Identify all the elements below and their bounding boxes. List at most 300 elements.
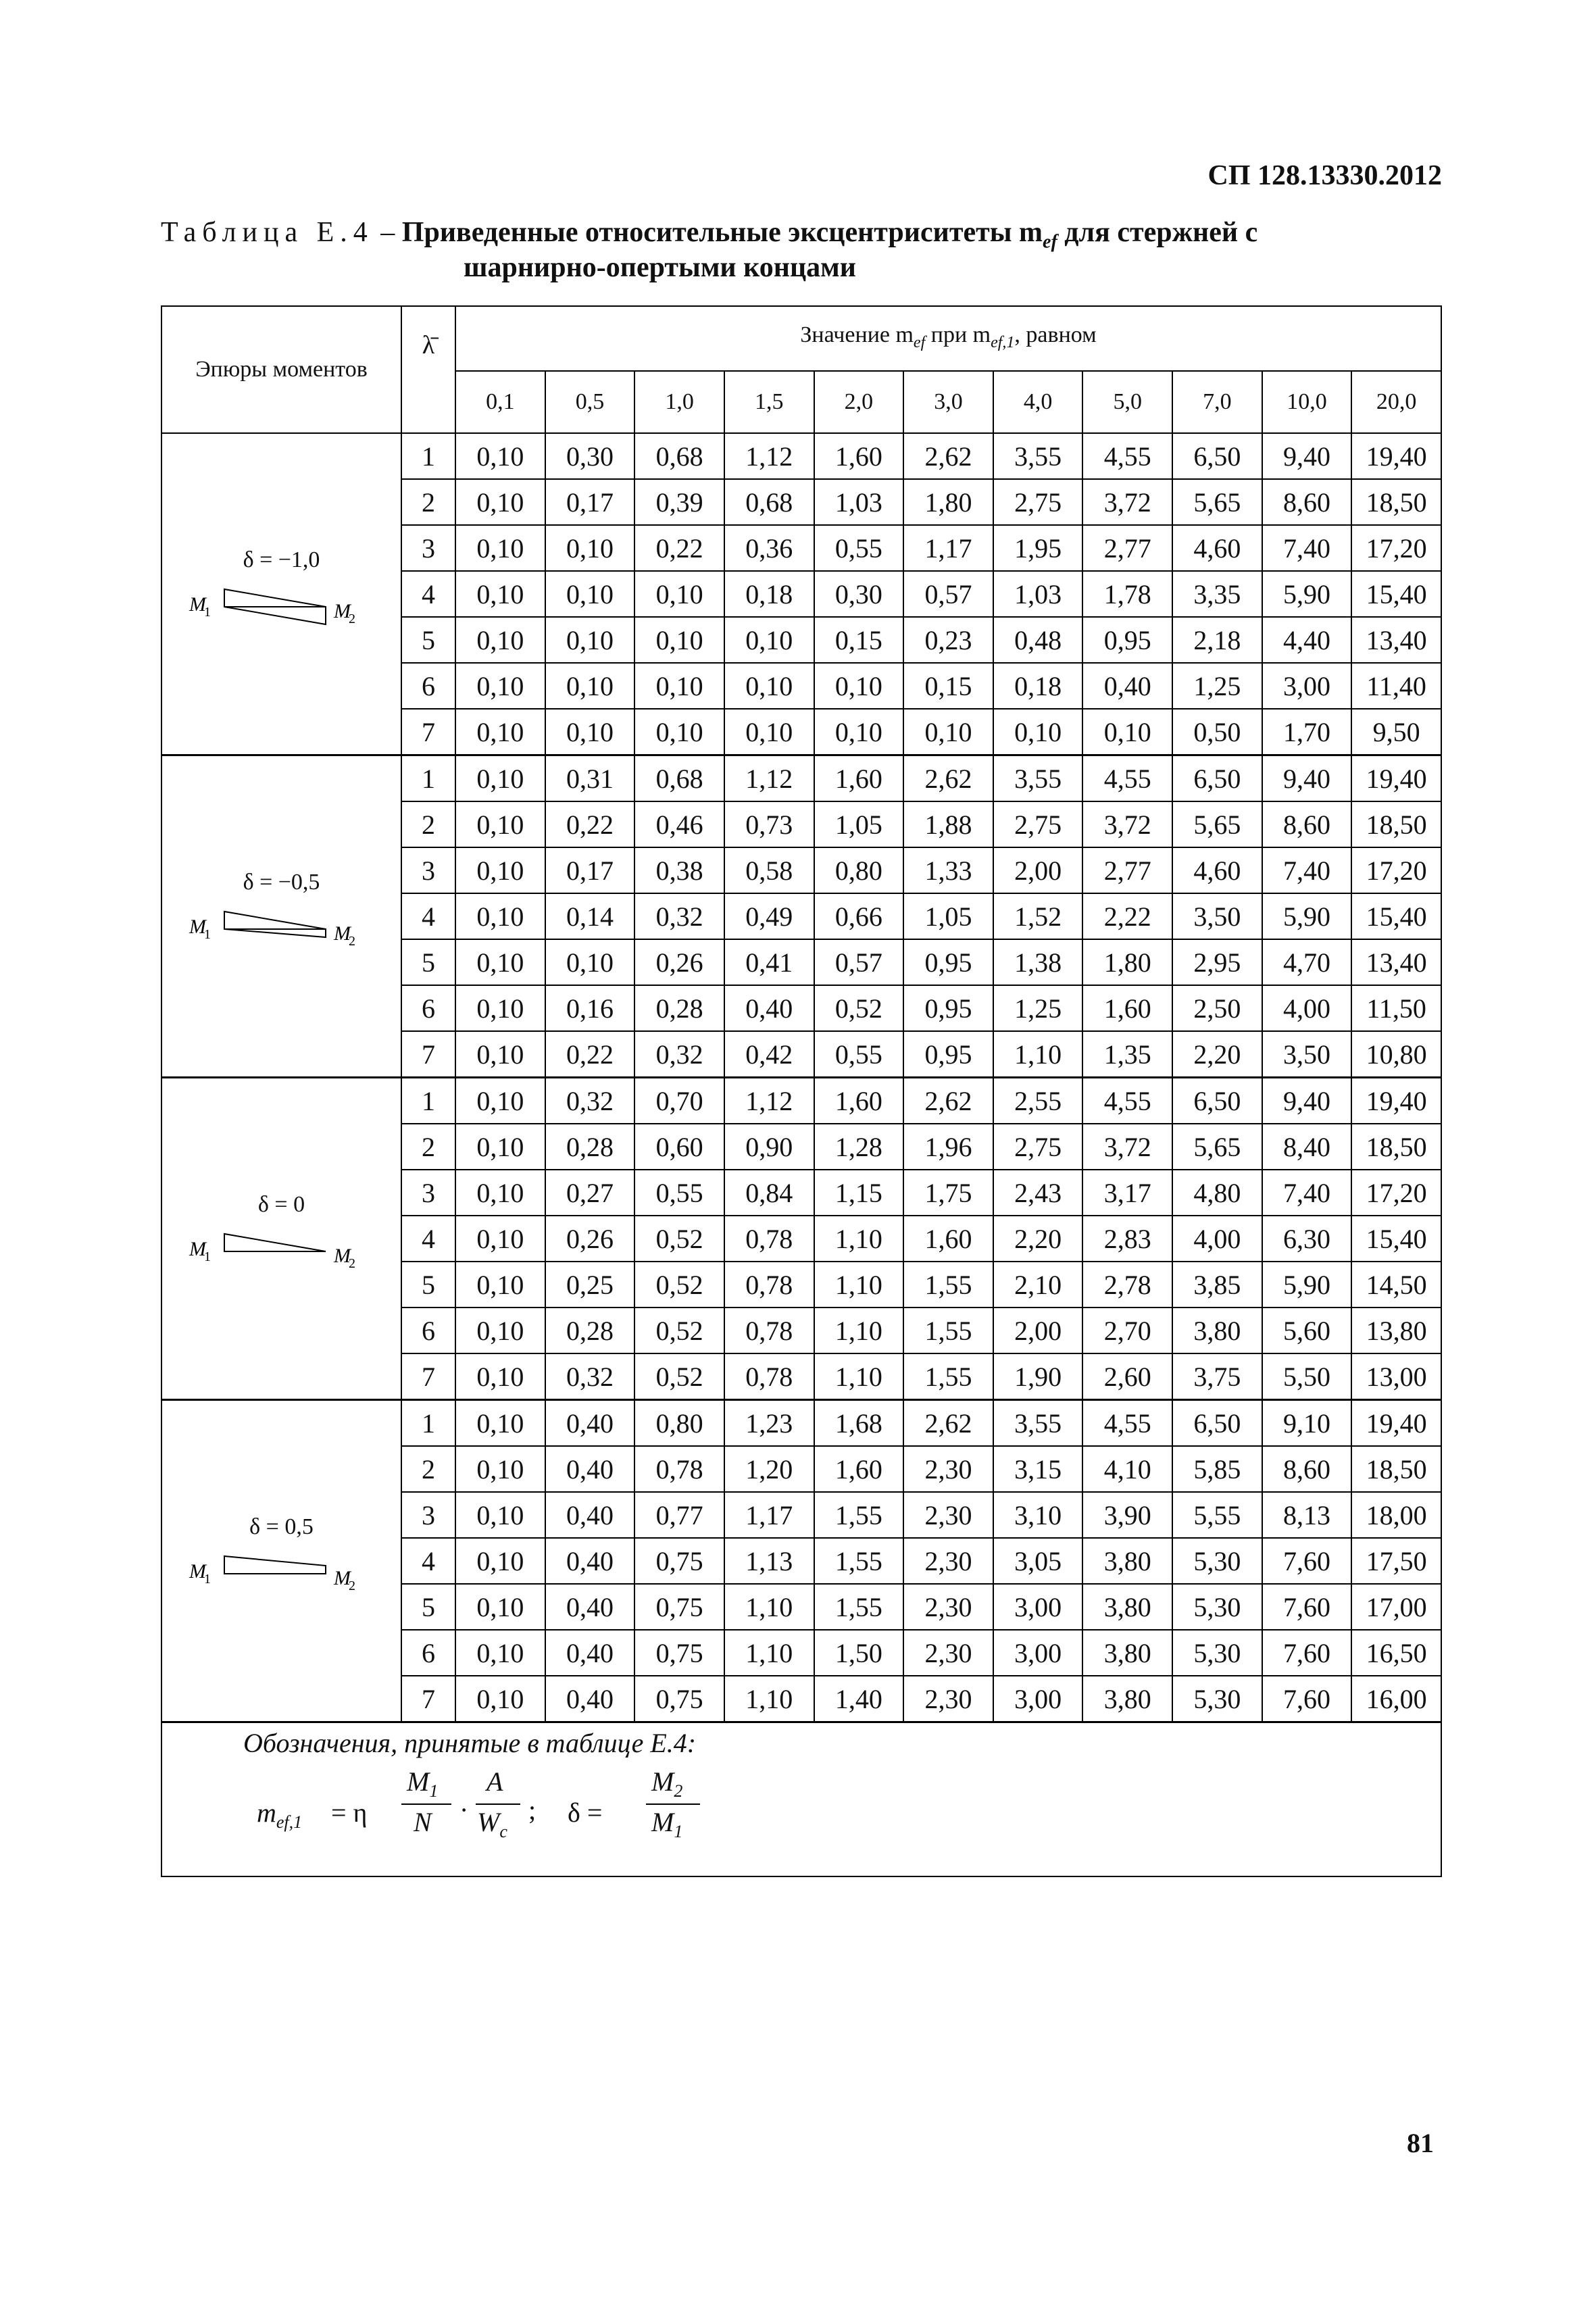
caption-title-line1 (401, 217, 1258, 253)
value-cell: 1,33 (903, 847, 993, 893)
value-cell: 2,22 (1082, 893, 1172, 939)
value-cell: 3,55 (993, 1400, 1083, 1447)
value-cell: 19,40 (1351, 755, 1441, 802)
table-row (161, 1400, 1441, 1447)
value-cell: 4,60 (1172, 847, 1262, 893)
header-values (455, 306, 1441, 371)
lambda-cell: 4 (401, 571, 455, 617)
value-cell: 0,55 (814, 525, 904, 571)
value-cell: 3,80 (1172, 1308, 1262, 1353)
value-cell: 3,17 (1082, 1170, 1172, 1216)
value-cell: 0,10 (455, 1492, 545, 1538)
header-values-text: Значение m (800, 322, 914, 347)
formula-sep: ; (528, 1795, 537, 1825)
value-cell: 7,60 (1262, 1676, 1352, 1722)
lambda-cell: 4 (401, 1538, 455, 1584)
value-cell: 0,10 (724, 709, 814, 755)
value-cell: 0,40 (545, 1630, 635, 1676)
value-cell: 5,30 (1172, 1584, 1262, 1630)
value-cell: 0,60 (634, 1124, 724, 1170)
lambda-cell: 2 (401, 479, 455, 525)
value-cell: 2,00 (993, 1308, 1083, 1353)
value-cell: 0,10 (455, 1216, 545, 1262)
value-cell: 0,17 (545, 479, 635, 525)
value-cell: 1,05 (903, 893, 993, 939)
caption-title-sub: ef (1043, 231, 1057, 253)
value-cell: 0,95 (903, 1031, 993, 1078)
caption-title-end: для стержней с (1064, 217, 1258, 248)
table-row (161, 755, 1441, 802)
value-cell: 2,78 (1082, 1262, 1172, 1308)
value-cell: 2,83 (1082, 1216, 1172, 1262)
m2-sub: 2 (348, 1256, 355, 1271)
moment-diagram-icon (184, 573, 380, 641)
value-cell: 2,77 (1082, 847, 1172, 893)
value-cell: 3,75 (1172, 1353, 1262, 1400)
value-cell: 0,55 (814, 1031, 904, 1078)
value-cell: 0,40 (545, 1538, 635, 1584)
value-cell: 0,58 (724, 847, 814, 893)
value-cell: 0,31 (545, 755, 635, 802)
m1-sub: 1 (203, 605, 211, 620)
value-cell: 1,10 (814, 1262, 904, 1308)
value-cell: 0,10 (455, 1170, 545, 1216)
delta-label: δ = 0 (257, 1192, 305, 1217)
m2-label: M (333, 1245, 351, 1267)
caption-title-text: Приведенные относительные эксцентриситеты m (401, 217, 1043, 248)
value-cell: 2,20 (1172, 1031, 1262, 1078)
table-row (161, 1078, 1441, 1124)
value-cell: 0,10 (455, 847, 545, 893)
value-cell: 4,55 (1082, 1400, 1172, 1447)
value-cell: 5,65 (1172, 1124, 1262, 1170)
formula-delta: δ = (568, 1797, 603, 1828)
value-cell: 14,50 (1351, 1262, 1441, 1308)
value-cell: 0,15 (814, 617, 904, 663)
value-cell: 1,12 (724, 1078, 814, 1124)
value-cell: 0,22 (634, 525, 724, 571)
value-cell: 0,30 (814, 571, 904, 617)
value-cell: 0,26 (634, 939, 724, 985)
formula-m-sub: ef,1 (276, 1812, 303, 1832)
value-cell: 0,10 (455, 1031, 545, 1078)
moment-diagram-icon (184, 1540, 380, 1608)
value-cell: 1,96 (903, 1124, 993, 1170)
eccentricity-table (161, 305, 1442, 1877)
value-cell: 13,40 (1351, 939, 1441, 985)
value-cell: 1,15 (814, 1170, 904, 1216)
value-cell: 4,55 (1082, 1078, 1172, 1124)
value-cell: 0,10 (455, 1584, 545, 1630)
value-cell: 0,38 (634, 847, 724, 893)
value-cell: 0,10 (455, 1400, 545, 1447)
value-cell: 8,60 (1262, 479, 1352, 525)
value-cell: 1,55 (814, 1584, 904, 1630)
frac3-den-sub: 1 (674, 1822, 683, 1841)
value-cell: 1,60 (814, 433, 904, 479)
column-header: 3,0 (903, 371, 993, 433)
m1-sub: 1 (203, 1249, 211, 1264)
value-cell: 7,40 (1262, 847, 1352, 893)
value-cell: 17,20 (1351, 525, 1441, 571)
value-cell: 3,90 (1082, 1492, 1172, 1538)
value-cell: 3,00 (993, 1676, 1083, 1722)
moment-epure-cell (161, 1078, 401, 1400)
value-cell: 0,32 (634, 893, 724, 939)
value-cell: 15,40 (1351, 1216, 1441, 1262)
value-cell: 1,60 (814, 755, 904, 802)
column-header: 0,1 (455, 371, 545, 433)
value-cell: 3,72 (1082, 479, 1172, 525)
value-cell: 15,40 (1351, 571, 1441, 617)
lambda-cell: 3 (401, 525, 455, 571)
value-cell: 1,80 (903, 479, 993, 525)
value-cell: 3,10 (993, 1492, 1083, 1538)
value-cell: 0,28 (545, 1124, 635, 1170)
value-cell: 2,20 (993, 1216, 1083, 1262)
value-cell: 0,78 (634, 1446, 724, 1492)
table-caption (161, 215, 1445, 283)
value-cell: 0,18 (993, 663, 1083, 709)
value-cell: 0,50 (1172, 709, 1262, 755)
value-cell: 0,22 (545, 801, 635, 847)
value-cell: 0,10 (724, 617, 814, 663)
value-cell: 0,10 (455, 1124, 545, 1170)
value-cell: 16,00 (1351, 1676, 1441, 1722)
value-cell: 3,72 (1082, 801, 1172, 847)
value-cell: 1,90 (993, 1353, 1083, 1400)
value-cell: 0,10 (455, 1676, 545, 1722)
value-cell: 0,78 (724, 1353, 814, 1400)
delta-label: δ = −0,5 (243, 870, 320, 895)
m2-label: M (333, 600, 351, 622)
value-cell: 7,40 (1262, 1170, 1352, 1216)
column-header: 20,0 (1351, 371, 1441, 433)
column-header: 4,0 (993, 371, 1083, 433)
value-cell: 1,28 (814, 1124, 904, 1170)
value-cell: 1,23 (724, 1400, 814, 1447)
value-cell: 0,75 (634, 1538, 724, 1584)
value-cell: 0,28 (634, 985, 724, 1031)
value-cell: 0,46 (634, 801, 724, 847)
value-cell: 3,05 (993, 1538, 1083, 1584)
value-cell: 0,10 (545, 709, 635, 755)
value-cell: 3,15 (993, 1446, 1083, 1492)
value-cell: 0,57 (903, 571, 993, 617)
header-epure (161, 306, 401, 433)
value-cell: 0,40 (545, 1492, 635, 1538)
value-cell: 1,55 (814, 1492, 904, 1538)
value-cell: 17,20 (1351, 847, 1441, 893)
m1-label: M (189, 916, 206, 938)
value-cell: 0,10 (814, 709, 904, 755)
value-cell: 2,75 (993, 801, 1083, 847)
value-cell: 0,68 (634, 755, 724, 802)
value-cell: 11,40 (1351, 663, 1441, 709)
header-values-sub1: ef (913, 333, 926, 351)
value-cell: 0,10 (545, 939, 635, 985)
value-cell: 1,55 (814, 1538, 904, 1584)
lambda-cell: 5 (401, 617, 455, 663)
value-cell: 1,13 (724, 1538, 814, 1584)
value-cell: 0,78 (724, 1308, 814, 1353)
value-cell: 1,03 (814, 479, 904, 525)
value-cell: 1,35 (1082, 1031, 1172, 1078)
value-cell: 2,00 (993, 847, 1083, 893)
value-cell: 15,40 (1351, 893, 1441, 939)
value-cell: 0,27 (545, 1170, 635, 1216)
value-cell: 16,50 (1351, 1630, 1441, 1676)
value-cell: 0,28 (545, 1308, 635, 1353)
value-cell: 0,10 (993, 709, 1083, 755)
value-cell: 0,10 (634, 663, 724, 709)
frac1-numerator (407, 1766, 438, 1801)
value-cell: 8,60 (1262, 801, 1352, 847)
value-cell: 1,75 (903, 1170, 993, 1216)
lambda-cell: 6 (401, 1630, 455, 1676)
frac1-denominator: N (414, 1807, 432, 1837)
lambda-cell: 2 (401, 801, 455, 847)
column-header: 2,0 (814, 371, 904, 433)
value-cell: 0,55 (634, 1170, 724, 1216)
value-cell: 0,40 (545, 1400, 635, 1447)
value-cell: 0,10 (634, 617, 724, 663)
value-cell: 2,77 (1082, 525, 1172, 571)
value-cell: 0,10 (455, 663, 545, 709)
value-cell: 0,52 (634, 1308, 724, 1353)
m1-label: M (189, 1238, 206, 1260)
value-cell: 4,70 (1262, 939, 1352, 985)
value-cell: 2,10 (993, 1262, 1083, 1308)
value-cell: 1,10 (724, 1584, 814, 1630)
value-cell: 0,10 (545, 525, 635, 571)
value-cell: 17,20 (1351, 1170, 1441, 1216)
value-cell: 19,40 (1351, 1078, 1441, 1124)
value-cell: 7,60 (1262, 1538, 1352, 1584)
value-cell: 0,10 (455, 709, 545, 755)
value-cell: 0,17 (545, 847, 635, 893)
value-cell: 2,60 (1082, 1353, 1172, 1400)
frac1-line (401, 1803, 451, 1805)
value-cell: 0,41 (724, 939, 814, 985)
formula-eq: = η (331, 1797, 368, 1828)
value-cell: 1,78 (1082, 571, 1172, 617)
value-cell: 2,62 (903, 1400, 993, 1447)
value-cell: 0,42 (724, 1031, 814, 1078)
value-cell: 0,10 (455, 755, 545, 802)
lambda-cell: 1 (401, 755, 455, 802)
value-cell: 0,73 (724, 801, 814, 847)
moment-diagram-icon (184, 1218, 380, 1285)
value-cell: 2,30 (903, 1584, 993, 1630)
value-cell: 17,00 (1351, 1584, 1441, 1630)
lambda-cell: 2 (401, 1124, 455, 1170)
value-cell: 0,32 (545, 1353, 635, 1400)
value-cell: 0,80 (814, 847, 904, 893)
value-cell: 0,52 (814, 985, 904, 1031)
value-cell: 18,50 (1351, 1124, 1441, 1170)
lambda-cell: 1 (401, 433, 455, 479)
value-cell: 5,65 (1172, 479, 1262, 525)
value-cell: 0,10 (455, 1078, 545, 1124)
lambda-cell: 6 (401, 1308, 455, 1353)
value-cell: 1,68 (814, 1400, 904, 1447)
value-cell: 0,23 (903, 617, 993, 663)
value-cell: 6,50 (1172, 1400, 1262, 1447)
column-header: 5,0 (1082, 371, 1172, 433)
value-cell: 0,18 (724, 571, 814, 617)
value-cell: 0,10 (455, 801, 545, 847)
value-cell: 3,00 (993, 1584, 1083, 1630)
value-cell: 1,60 (814, 1078, 904, 1124)
value-cell: 1,80 (1082, 939, 1172, 985)
formula-dot: · (459, 1795, 469, 1825)
value-cell: 5,65 (1172, 801, 1262, 847)
lambda-cell: 3 (401, 847, 455, 893)
frac3-num-sub: 2 (674, 1781, 683, 1801)
value-cell: 0,15 (903, 663, 993, 709)
value-cell: 1,12 (724, 755, 814, 802)
value-cell: 0,75 (634, 1584, 724, 1630)
value-cell: 0,10 (455, 939, 545, 985)
frac1-num-sub: 1 (429, 1781, 439, 1801)
value-cell: 3,35 (1172, 571, 1262, 617)
value-cell: 1,10 (724, 1630, 814, 1676)
value-cell: 9,40 (1262, 755, 1352, 802)
value-cell: 1,10 (724, 1676, 814, 1722)
value-cell: 0,48 (993, 617, 1083, 663)
value-cell: 0,32 (634, 1031, 724, 1078)
value-cell: 4,55 (1082, 755, 1172, 802)
value-cell: 9,40 (1262, 433, 1352, 479)
value-cell: 19,40 (1351, 433, 1441, 479)
value-cell: 0,16 (545, 985, 635, 1031)
value-cell: 0,40 (724, 985, 814, 1031)
lambda-cell: 5 (401, 1584, 455, 1630)
value-cell: 2,30 (903, 1446, 993, 1492)
value-cell: 0,49 (724, 893, 814, 939)
frac2-numerator: A (487, 1766, 503, 1797)
notes-heading: Обозначения, принятые в таблице Е.4: (243, 1728, 697, 1758)
value-cell: 0,75 (634, 1630, 724, 1676)
value-cell: 5,90 (1262, 571, 1352, 617)
value-cell: 6,30 (1262, 1216, 1352, 1262)
value-cell: 0,30 (545, 433, 635, 479)
value-cell: 2,43 (993, 1170, 1083, 1216)
value-cell: 2,95 (1172, 939, 1262, 985)
lambda-cell: 5 (401, 1262, 455, 1308)
header-values-end: , равном (1014, 322, 1097, 347)
value-cell: 0,10 (455, 1630, 545, 1676)
value-cell: 0,10 (455, 1262, 545, 1308)
value-cell: 4,00 (1262, 985, 1352, 1031)
m1-label: M (189, 593, 206, 616)
value-cell: 3,80 (1082, 1538, 1172, 1584)
value-cell: 0,10 (814, 663, 904, 709)
value-cell: 1,52 (993, 893, 1083, 939)
value-cell: 1,25 (993, 985, 1083, 1031)
value-cell: 0,10 (724, 663, 814, 709)
value-cell: 1,38 (993, 939, 1083, 985)
value-cell: 1,70 (1262, 709, 1352, 755)
value-cell: 19,40 (1351, 1400, 1441, 1447)
value-cell: 0,10 (455, 571, 545, 617)
value-cell: 0,78 (724, 1216, 814, 1262)
value-cell: 7,60 (1262, 1584, 1352, 1630)
value-cell: 7,40 (1262, 525, 1352, 571)
m2-sub: 2 (348, 1578, 355, 1593)
value-cell: 3,72 (1082, 1124, 1172, 1170)
value-cell: 0,75 (634, 1676, 724, 1722)
formula-m-text: m (257, 1797, 276, 1828)
value-cell: 0,10 (455, 1308, 545, 1353)
value-cell: 4,10 (1082, 1446, 1172, 1492)
value-cell: 13,00 (1351, 1353, 1441, 1400)
delta-label: δ = 0,5 (249, 1514, 314, 1539)
value-cell: 0,52 (634, 1262, 724, 1308)
frac2-den-sub: c (499, 1822, 507, 1841)
value-cell: 2,62 (903, 755, 993, 802)
value-cell: 3,55 (993, 755, 1083, 802)
table-body (161, 433, 1441, 1722)
value-cell: 2,62 (903, 433, 993, 479)
m1-label: M (189, 1560, 206, 1583)
value-cell: 0,78 (724, 1262, 814, 1308)
frac3-line (646, 1803, 700, 1805)
value-cell: 0,10 (634, 709, 724, 755)
formula-m (257, 1797, 302, 1833)
value-cell: 5,30 (1172, 1676, 1262, 1722)
value-cell: 0,39 (634, 479, 724, 525)
value-cell: 1,10 (814, 1308, 904, 1353)
value-cell: 0,40 (545, 1584, 635, 1630)
value-cell: 6,50 (1172, 755, 1262, 802)
value-cell: 0,68 (724, 479, 814, 525)
value-cell: 9,40 (1262, 1078, 1352, 1124)
header-epure-text: Эпюры моментов (195, 357, 368, 382)
lambda-cell: 3 (401, 1170, 455, 1216)
value-cell: 5,60 (1262, 1308, 1352, 1353)
value-cell: 0,10 (1082, 709, 1172, 755)
lambda-cell: 6 (401, 663, 455, 709)
value-cell: 1,60 (903, 1216, 993, 1262)
value-cell: 0,32 (545, 1078, 635, 1124)
value-cell: 0,77 (634, 1492, 724, 1538)
value-cell: 5,85 (1172, 1446, 1262, 1492)
value-cell: 0,22 (545, 1031, 635, 1078)
m2-label: M (333, 1567, 351, 1589)
value-cell: 8,60 (1262, 1446, 1352, 1492)
value-cell: 3,50 (1172, 893, 1262, 939)
value-cell: 4,00 (1172, 1216, 1262, 1262)
frac3-den-text: M (651, 1807, 674, 1837)
value-cell: 2,50 (1172, 985, 1262, 1031)
value-cell: 1,60 (814, 1446, 904, 1492)
value-cell: 0,10 (455, 433, 545, 479)
lambda-cell: 7 (401, 1353, 455, 1400)
table-row (161, 433, 1441, 479)
value-cell: 1,17 (724, 1492, 814, 1538)
value-cell: 2,30 (903, 1676, 993, 1722)
delta-label: δ = −1,0 (243, 547, 320, 572)
value-cell: 10,80 (1351, 1031, 1441, 1078)
lambda-cell: 7 (401, 709, 455, 755)
value-cell: 1,12 (724, 433, 814, 479)
value-cell: 1,25 (1172, 663, 1262, 709)
caption-title-line2: шарнирно-опертыми концами (464, 252, 856, 283)
value-cell: 0,68 (634, 433, 724, 479)
value-cell: 1,40 (814, 1676, 904, 1722)
